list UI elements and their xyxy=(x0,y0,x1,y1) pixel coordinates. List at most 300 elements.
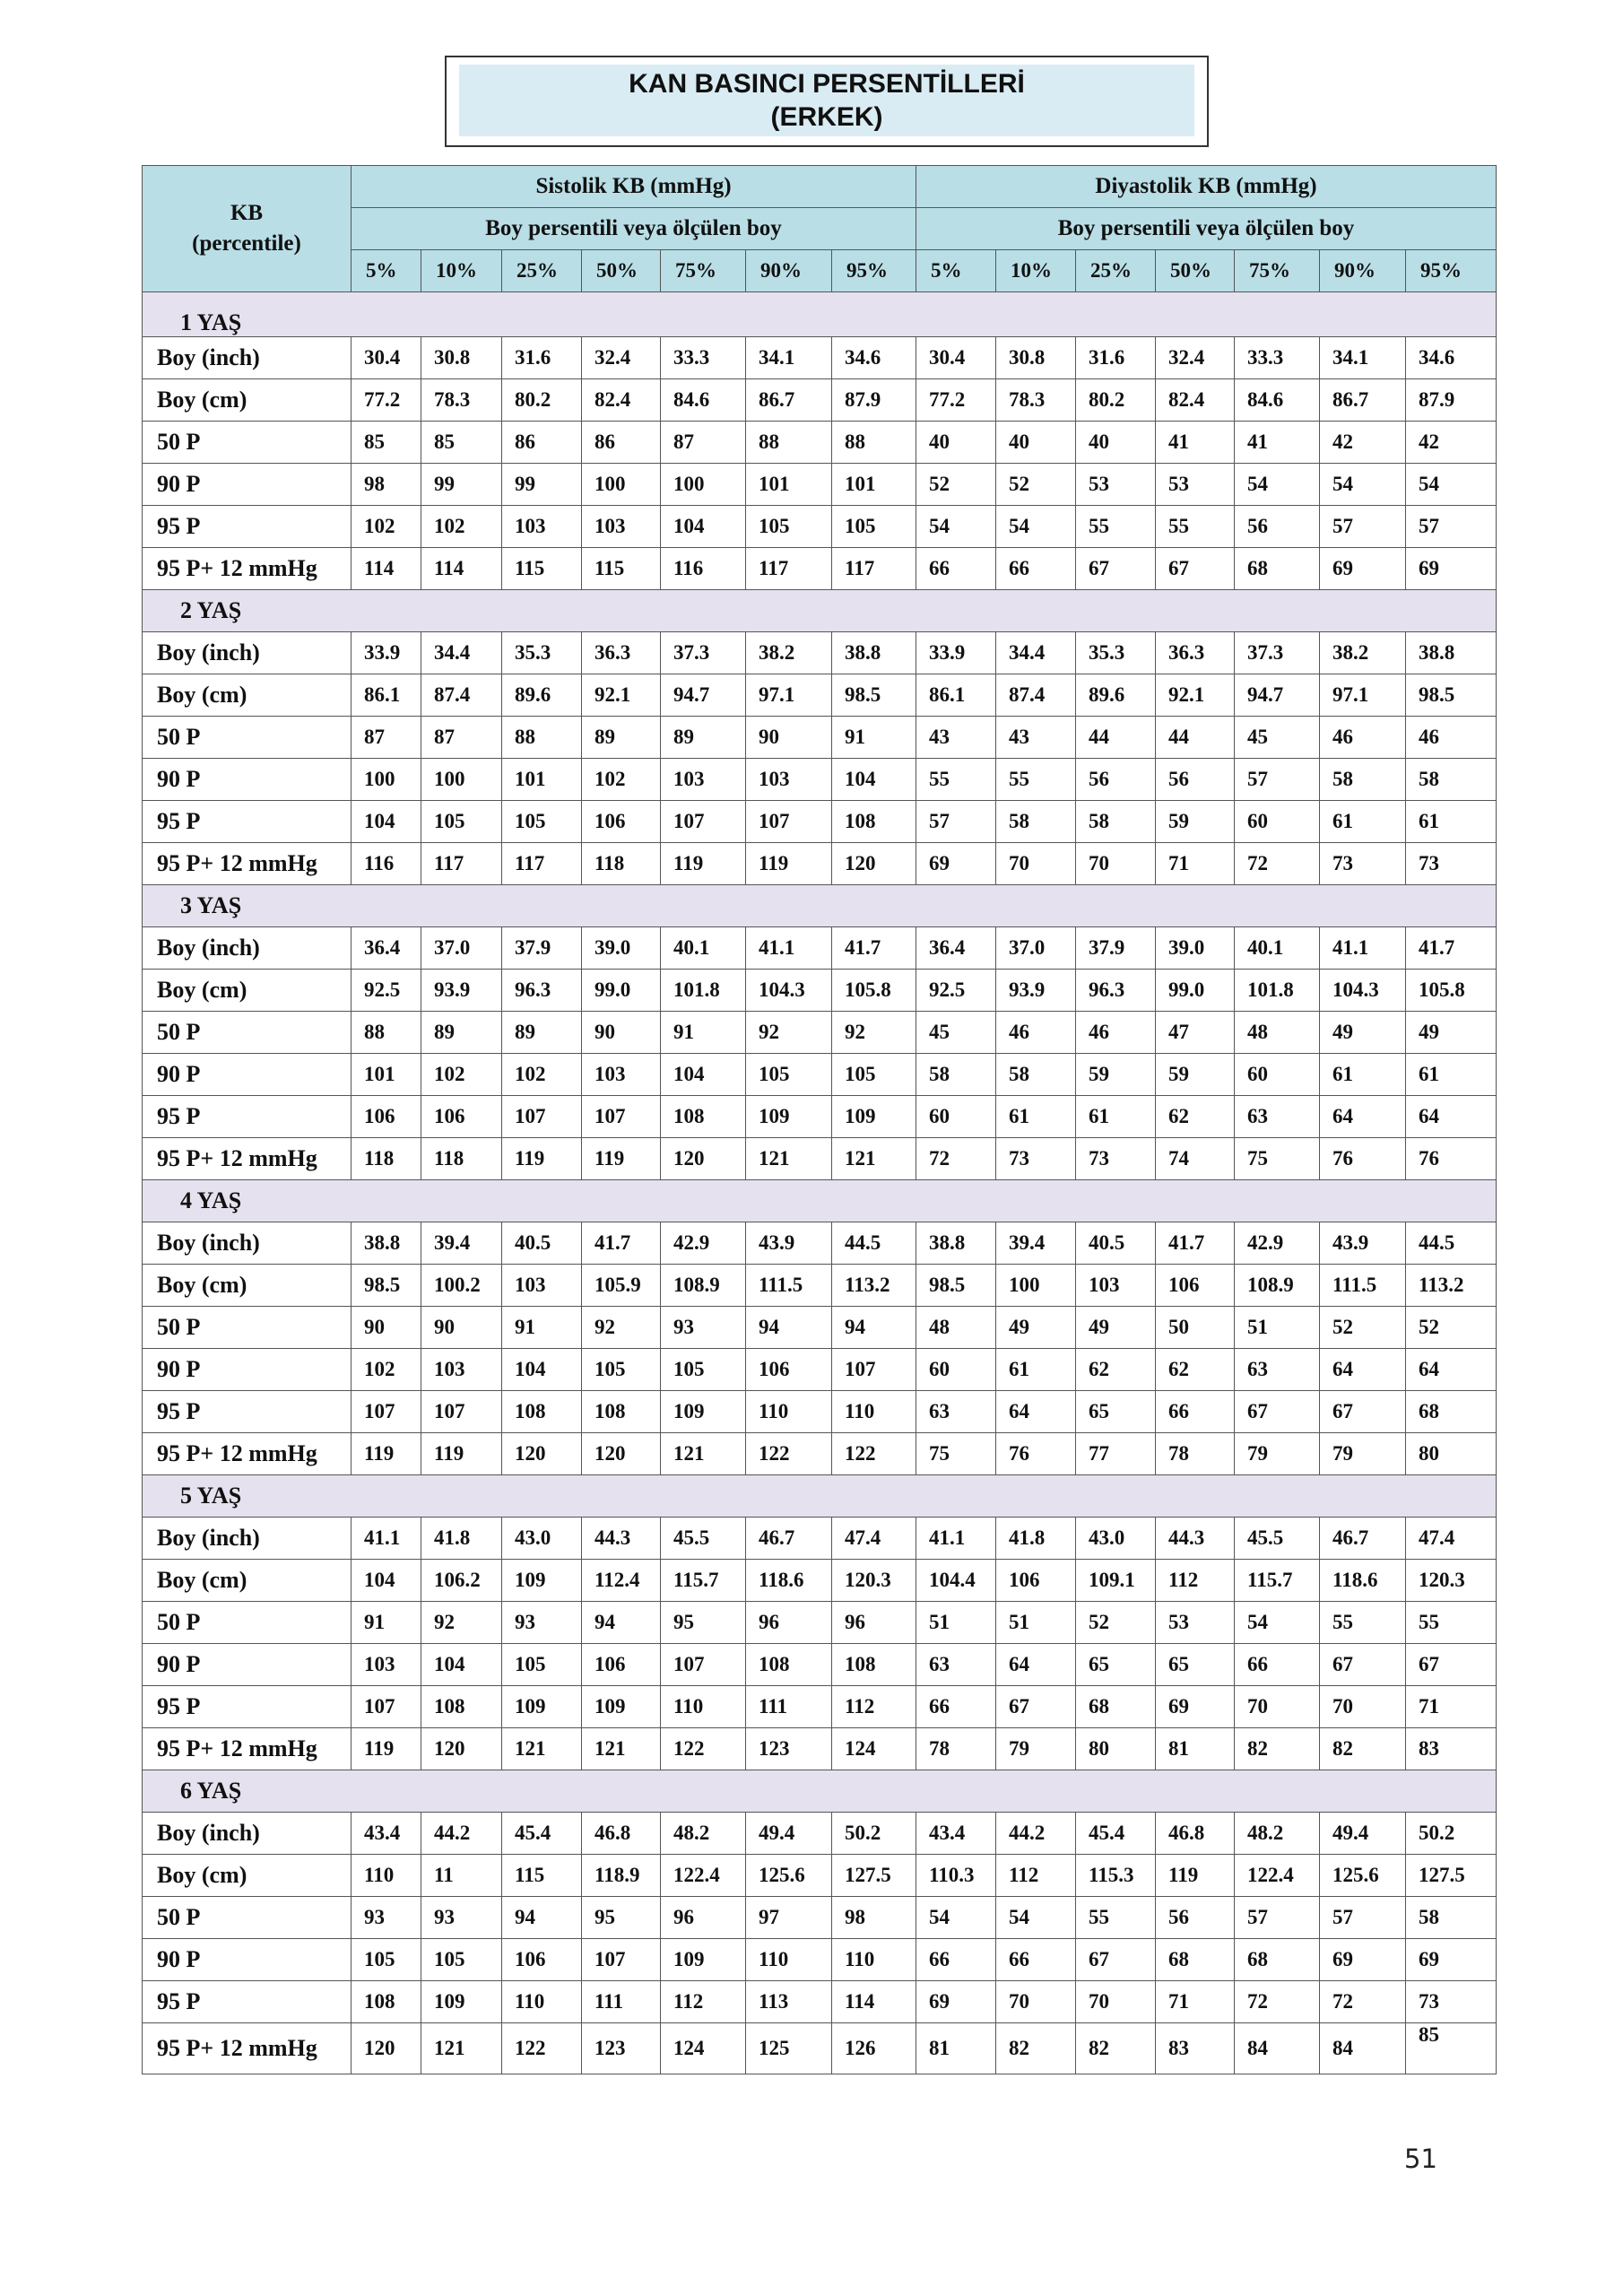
table-row xyxy=(143,379,1497,422)
row-label: Boy (cm) xyxy=(143,970,352,1012)
diastolic-value-cell: 54 xyxy=(996,1897,1076,1939)
systolic-value-cell: 120 xyxy=(832,843,916,885)
row-label: Boy (cm) xyxy=(143,379,352,422)
diastolic-value-cell: 44.5 xyxy=(1406,1222,1497,1265)
systolic-value-cell: 107 xyxy=(421,1391,502,1433)
systolic-value-cell: 102 xyxy=(502,1054,582,1096)
diastolic-value-cell: 61 xyxy=(1076,1096,1156,1138)
diastolic-value-cell: 73 xyxy=(1320,843,1406,885)
systolic-percentile-header: 75% xyxy=(661,250,746,292)
diastolic-value-cell: 41.7 xyxy=(1406,927,1497,970)
diastolic-value-cell: 80 xyxy=(1406,1433,1497,1475)
diastolic-value-cell: 52 xyxy=(1076,1602,1156,1644)
systolic-value-cell: 102 xyxy=(421,1054,502,1096)
systolic-value-cell: 91 xyxy=(661,1012,746,1054)
systolic-value-cell: 89 xyxy=(661,717,746,759)
diastolic-value-cell: 37.3 xyxy=(1235,632,1320,674)
systolic-value-cell: 102 xyxy=(582,759,661,801)
diastolic-value-cell: 110.3 xyxy=(916,1855,996,1897)
systolic-value-cell: 119 xyxy=(582,1138,661,1180)
systolic-value-cell: 120 xyxy=(582,1433,661,1475)
systolic-value-cell: 120 xyxy=(661,1138,746,1180)
diastolic-value-cell: 93.9 xyxy=(996,970,1076,1012)
diastolic-value-cell: 41.1 xyxy=(1320,927,1406,970)
diastolic-value-cell: 70 xyxy=(1076,843,1156,885)
diastolic-value-cell: 68 xyxy=(1406,1391,1497,1433)
diastolic-value-cell: 66 xyxy=(916,1939,996,1981)
systolic-value-cell: 48.2 xyxy=(661,1813,746,1855)
diastolic-value-cell: 62 xyxy=(1156,1096,1235,1138)
diastolic-value-cell: 106 xyxy=(996,1560,1076,1602)
row-label: 50 P xyxy=(143,717,352,759)
diastolic-value-cell: 61 xyxy=(1320,801,1406,843)
diastolic-value-cell: 58 xyxy=(1076,801,1156,843)
systolic-value-cell: 80.2 xyxy=(502,379,582,422)
systolic-value-cell: 88 xyxy=(352,1012,421,1054)
systolic-value-cell: 40.1 xyxy=(661,927,746,970)
age-group-label: 2 YAŞ xyxy=(143,590,1497,632)
systolic-value-cell: 98 xyxy=(352,464,421,506)
systolic-value-cell: 34.1 xyxy=(746,337,832,379)
systolic-value-cell: 119 xyxy=(502,1138,582,1180)
systolic-value-cell: 94 xyxy=(832,1307,916,1349)
diastolic-value-cell: 55 xyxy=(996,759,1076,801)
diastolic-value-cell: 39.4 xyxy=(996,1222,1076,1265)
systolic-value-cell: 43.0 xyxy=(502,1518,582,1560)
systolic-value-cell: 91 xyxy=(832,717,916,759)
diastolic-value-cell: 67 xyxy=(1235,1391,1320,1433)
systolic-value-cell: 100 xyxy=(661,464,746,506)
diastolic-value-cell: 63 xyxy=(916,1644,996,1686)
diastolic-value-cell: 38.8 xyxy=(916,1222,996,1265)
diastolic-value-cell: 72 xyxy=(1235,1981,1320,2023)
systolic-value-cell: 43.9 xyxy=(746,1222,832,1265)
diastolic-percentile-header: 75% xyxy=(1235,250,1320,292)
table-header xyxy=(143,166,1497,292)
diastolic-value-cell: 40.1 xyxy=(1235,927,1320,970)
diastolic-value-cell: 46 xyxy=(1406,717,1497,759)
systolic-value-cell: 107 xyxy=(352,1686,421,1728)
table-row xyxy=(143,1855,1497,1897)
systolic-value-cell: 115 xyxy=(502,1855,582,1897)
diastolic-value-cell: 35.3 xyxy=(1076,632,1156,674)
diastolic-value-cell: 42 xyxy=(1406,422,1497,464)
diastolic-percentile-header: 90% xyxy=(1320,250,1406,292)
diastolic-value-cell: 66 xyxy=(916,548,996,590)
diastolic-value-cell: 70 xyxy=(996,843,1076,885)
row-label: 50 P xyxy=(143,1602,352,1644)
diastolic-value-cell: 41 xyxy=(1156,422,1235,464)
table-row xyxy=(143,1644,1497,1686)
systolic-value-cell: 86 xyxy=(582,422,661,464)
systolic-value-cell: 110 xyxy=(661,1686,746,1728)
diastolic-value-cell: 76 xyxy=(1406,1138,1497,1180)
systolic-value-cell: 127.5 xyxy=(832,1855,916,1897)
diastolic-value-cell: 73 xyxy=(1076,1138,1156,1180)
diastolic-value-cell: 72 xyxy=(916,1138,996,1180)
systolic-value-cell: 39.0 xyxy=(582,927,661,970)
diastolic-value-cell: 63 xyxy=(916,1391,996,1433)
table-row xyxy=(143,759,1497,801)
systolic-value-cell: 104.3 xyxy=(746,970,832,1012)
diastolic-value-cell: 45 xyxy=(916,1012,996,1054)
systolic-value-cell: 108 xyxy=(502,1391,582,1433)
systolic-value-cell: 50.2 xyxy=(832,1813,916,1855)
diastolic-value-cell: 72 xyxy=(1235,843,1320,885)
systolic-value-cell: 88 xyxy=(832,422,916,464)
systolic-value-cell: 118 xyxy=(582,843,661,885)
systolic-value-cell: 107 xyxy=(582,1096,661,1138)
systolic-value-cell: 111 xyxy=(746,1686,832,1728)
table-row xyxy=(143,337,1497,379)
diastolic-value-cell: 31.6 xyxy=(1076,337,1156,379)
systolic-value-cell: 124 xyxy=(661,2023,746,2074)
systolic-value-cell: 100.2 xyxy=(421,1265,502,1307)
diastolic-value-cell: 67 xyxy=(1320,1644,1406,1686)
diastolic-value-cell: 64 xyxy=(1320,1349,1406,1391)
diastolic-value-cell: 63 xyxy=(1235,1096,1320,1138)
diastolic-value-cell: 42.9 xyxy=(1235,1222,1320,1265)
systolic-value-cell: 45.5 xyxy=(661,1518,746,1560)
systolic-value-cell: 122 xyxy=(832,1433,916,1475)
diastolic-value-cell: 113.2 xyxy=(1406,1265,1497,1307)
diastolic-value-cell: 71 xyxy=(1406,1686,1497,1728)
diastolic-value-cell: 66 xyxy=(996,548,1076,590)
row-label: 50 P xyxy=(143,1012,352,1054)
systolic-value-cell: 87 xyxy=(352,717,421,759)
systolic-value-cell: 118 xyxy=(352,1138,421,1180)
systolic-value-cell: 118.9 xyxy=(582,1855,661,1897)
diastolic-value-cell: 57 xyxy=(916,801,996,843)
diastolic-value-cell: 36.3 xyxy=(1156,632,1235,674)
diastolic-value-cell: 67 xyxy=(1156,548,1235,590)
systolic-value-cell: 92 xyxy=(582,1307,661,1349)
systolic-value-cell: 11 xyxy=(421,1855,502,1897)
systolic-value-cell: 44.5 xyxy=(832,1222,916,1265)
systolic-value-cell: 106 xyxy=(502,1939,582,1981)
systolic-percentile-header: 50% xyxy=(582,250,661,292)
diastolic-value-cell: 69 xyxy=(1156,1686,1235,1728)
systolic-value-cell: 101.8 xyxy=(661,970,746,1012)
diastolic-value-cell: 54 xyxy=(916,1897,996,1939)
diastolic-value-cell: 57 xyxy=(1235,759,1320,801)
table-row xyxy=(143,548,1497,590)
diastolic-value-cell: 54 xyxy=(1320,464,1406,506)
table-row xyxy=(143,1939,1497,1981)
systolic-value-cell: 90 xyxy=(421,1307,502,1349)
systolic-value-cell: 121 xyxy=(661,1433,746,1475)
diastolic-value-cell: 122.4 xyxy=(1235,1855,1320,1897)
systolic-value-cell: 97.1 xyxy=(746,674,832,717)
systolic-value-cell: 95 xyxy=(582,1897,661,1939)
row-label: 50 P xyxy=(143,1897,352,1939)
diastolic-value-cell: 75 xyxy=(916,1433,996,1475)
systolic-value-cell: 115.7 xyxy=(661,1560,746,1602)
diastolic-value-cell: 46.7 xyxy=(1320,1518,1406,1560)
systolic-value-cell: 104 xyxy=(352,1560,421,1602)
diastolic-value-cell: 46 xyxy=(1076,1012,1156,1054)
systolic-value-cell: 45.4 xyxy=(502,1813,582,1855)
diastolic-value-cell: 55 xyxy=(1076,1897,1156,1939)
diastolic-value-cell: 30.4 xyxy=(916,337,996,379)
diastolic-value-cell: 46 xyxy=(996,1012,1076,1054)
diastolic-value-cell: 125.6 xyxy=(1320,1855,1406,1897)
diastolic-header: Diyastolik KB (mmHg) xyxy=(916,166,1497,208)
diastolic-value-cell: 115.3 xyxy=(1076,1855,1156,1897)
systolic-value-cell: 113 xyxy=(746,1981,832,2023)
systolic-value-cell: 40.5 xyxy=(502,1222,582,1265)
systolic-value-cell: 123 xyxy=(746,1728,832,1770)
row-label: 95 P xyxy=(143,506,352,548)
systolic-value-cell: 111.5 xyxy=(746,1265,832,1307)
systolic-value-cell: 78.3 xyxy=(421,379,502,422)
systolic-value-cell: 105 xyxy=(746,506,832,548)
systolic-value-cell: 103 xyxy=(582,1054,661,1096)
systolic-value-cell: 110 xyxy=(352,1855,421,1897)
diastolic-value-cell: 94.7 xyxy=(1235,674,1320,717)
diastolic-value-cell: 48 xyxy=(1235,1012,1320,1054)
systolic-value-cell: 82.4 xyxy=(582,379,661,422)
title-line-1: KAN BASINCI PERSENTİLLERİ xyxy=(629,69,1025,99)
systolic-value-cell: 110 xyxy=(746,1391,832,1433)
systolic-value-cell: 115 xyxy=(582,548,661,590)
systolic-value-cell: 107 xyxy=(661,801,746,843)
systolic-value-cell: 106 xyxy=(582,801,661,843)
systolic-value-cell: 98.5 xyxy=(832,674,916,717)
diastolic-value-cell: 115.7 xyxy=(1235,1560,1320,1602)
diastolic-value-cell: 70 xyxy=(996,1981,1076,2023)
systolic-value-cell: 39.4 xyxy=(421,1222,502,1265)
diastolic-value-cell: 37.0 xyxy=(996,927,1076,970)
table-row xyxy=(143,1349,1497,1391)
systolic-value-cell: 107 xyxy=(352,1391,421,1433)
systolic-value-cell: 109 xyxy=(502,1686,582,1728)
systolic-value-cell: 109 xyxy=(746,1096,832,1138)
diastolic-value-cell: 60 xyxy=(1235,1054,1320,1096)
systolic-value-cell: 95 xyxy=(661,1602,746,1644)
diastolic-value-cell: 98.5 xyxy=(1406,674,1497,717)
systolic-value-cell: 124 xyxy=(832,1728,916,1770)
diastolic-value-cell: 55 xyxy=(1320,1602,1406,1644)
systolic-value-cell: 109 xyxy=(502,1560,582,1602)
systolic-value-cell: 108 xyxy=(352,1981,421,2023)
diastolic-value-cell: 33.3 xyxy=(1235,337,1320,379)
diastolic-value-cell: 41.8 xyxy=(996,1518,1076,1560)
systolic-value-cell: 94 xyxy=(746,1307,832,1349)
systolic-value-cell: 32.4 xyxy=(582,337,661,379)
systolic-value-cell: 104 xyxy=(502,1349,582,1391)
diastolic-value-cell: 109.1 xyxy=(1076,1560,1156,1602)
systolic-header: Sistolik KB (mmHg) xyxy=(352,166,916,208)
systolic-value-cell: 106 xyxy=(352,1096,421,1138)
diastolic-value-cell: 49 xyxy=(1406,1012,1497,1054)
diastolic-value-cell: 62 xyxy=(1076,1349,1156,1391)
systolic-value-cell: 121 xyxy=(746,1138,832,1180)
diastolic-value-cell: 80.2 xyxy=(1076,379,1156,422)
systolic-value-cell: 109 xyxy=(661,1391,746,1433)
systolic-value-cell: 88 xyxy=(746,422,832,464)
systolic-value-cell: 105 xyxy=(352,1939,421,1981)
diastolic-value-cell: 112 xyxy=(1156,1560,1235,1602)
systolic-value-cell: 35.3 xyxy=(502,632,582,674)
diastolic-value-cell: 57 xyxy=(1320,1897,1406,1939)
systolic-value-cell: 114 xyxy=(352,548,421,590)
row-label: 95 P+ 12 mmHg xyxy=(143,2023,352,2074)
age-group-label: 3 YAŞ xyxy=(143,885,1497,927)
diastolic-value-cell: 82 xyxy=(996,2023,1076,2074)
systolic-value-cell: 120 xyxy=(502,1433,582,1475)
diastolic-percentile-header: 50% xyxy=(1156,250,1235,292)
diastolic-value-cell: 44 xyxy=(1076,717,1156,759)
systolic-value-cell: 97 xyxy=(746,1897,832,1939)
kb-header-line-2: (percentile) xyxy=(192,231,301,256)
diastolic-value-cell: 50 xyxy=(1156,1307,1235,1349)
systolic-value-cell: 105 xyxy=(421,801,502,843)
row-label: 95 P+ 12 mmHg xyxy=(143,1433,352,1475)
row-label: 95 P xyxy=(143,1096,352,1138)
systolic-value-cell: 107 xyxy=(502,1096,582,1138)
systolic-value-cell: 44.3 xyxy=(582,1518,661,1560)
diastolic-value-cell: 73 xyxy=(996,1138,1076,1180)
systolic-value-cell: 118 xyxy=(421,1138,502,1180)
diastolic-value-cell: 45.4 xyxy=(1076,1813,1156,1855)
systolic-value-cell: 120.3 xyxy=(832,1560,916,1602)
diastolic-value-cell: 67 xyxy=(1320,1391,1406,1433)
age-group-row xyxy=(143,590,1497,632)
systolic-value-cell: 105 xyxy=(502,801,582,843)
systolic-value-cell: 123 xyxy=(582,2023,661,2074)
systolic-value-cell: 47.4 xyxy=(832,1518,916,1560)
systolic-value-cell: 120 xyxy=(421,1728,502,1770)
systolic-value-cell: 114 xyxy=(832,1981,916,2023)
systolic-value-cell: 119 xyxy=(661,843,746,885)
diastolic-value-cell: 61 xyxy=(996,1349,1076,1391)
table-row xyxy=(143,717,1497,759)
diastolic-value-cell: 47 xyxy=(1156,1012,1235,1054)
diastolic-value-cell: 106 xyxy=(1156,1265,1235,1307)
systolic-value-cell: 100 xyxy=(582,464,661,506)
diastolic-value-cell: 83 xyxy=(1406,1728,1497,1770)
diastolic-value-cell: 86.1 xyxy=(916,674,996,717)
diastolic-value-cell: 58 xyxy=(996,801,1076,843)
diastolic-value-cell: 65 xyxy=(1156,1644,1235,1686)
table-row xyxy=(143,1560,1497,1602)
systolic-value-cell: 126 xyxy=(832,2023,916,2074)
systolic-value-cell: 96.3 xyxy=(502,970,582,1012)
diastolic-value-cell: 84.6 xyxy=(1235,379,1320,422)
diastolic-value-cell: 105.8 xyxy=(1406,970,1497,1012)
systolic-value-cell: 34.4 xyxy=(421,632,502,674)
systolic-value-cell: 86.7 xyxy=(746,379,832,422)
diastolic-value-cell: 79 xyxy=(1235,1433,1320,1475)
systolic-value-cell: 91 xyxy=(352,1602,421,1644)
table-row xyxy=(143,1391,1497,1433)
diastolic-value-cell: 53 xyxy=(1156,1602,1235,1644)
systolic-value-cell: 102 xyxy=(421,506,502,548)
diastolic-value-cell: 92.1 xyxy=(1156,674,1235,717)
systolic-value-cell: 110 xyxy=(746,1939,832,1981)
diastolic-value-cell: 53 xyxy=(1156,464,1235,506)
diastolic-value-cell: 73 xyxy=(1406,843,1497,885)
systolic-value-cell: 119 xyxy=(421,1433,502,1475)
diastolic-value-cell: 59 xyxy=(1076,1054,1156,1096)
diastolic-value-cell: 82 xyxy=(1076,2023,1156,2074)
systolic-value-cell: 89 xyxy=(502,1012,582,1054)
systolic-value-cell: 119 xyxy=(352,1433,421,1475)
systolic-value-cell: 41.1 xyxy=(746,927,832,970)
diastolic-value-cell: 70 xyxy=(1076,1981,1156,2023)
systolic-value-cell: 110 xyxy=(832,1391,916,1433)
row-label: 95 P+ 12 mmHg xyxy=(143,1728,352,1770)
table-row xyxy=(143,506,1497,548)
systolic-value-cell: 105 xyxy=(746,1054,832,1096)
diastolic-value-cell: 43.4 xyxy=(916,1813,996,1855)
systolic-value-cell: 93.9 xyxy=(421,970,502,1012)
diastolic-value-cell: 104.3 xyxy=(1320,970,1406,1012)
systolic-value-cell: 36.3 xyxy=(582,632,661,674)
table-row xyxy=(143,1897,1497,1939)
systolic-value-cell: 104 xyxy=(661,506,746,548)
systolic-value-cell: 109 xyxy=(582,1686,661,1728)
diastolic-value-cell: 34.1 xyxy=(1320,337,1406,379)
systolic-value-cell: 88 xyxy=(502,717,582,759)
diastolic-value-cell: 36.4 xyxy=(916,927,996,970)
diastolic-value-cell: 70 xyxy=(1320,1686,1406,1728)
systolic-value-cell: 38.8 xyxy=(352,1222,421,1265)
diastolic-value-cell: 51 xyxy=(916,1602,996,1644)
diastolic-value-cell: 40.5 xyxy=(1076,1222,1156,1265)
row-label: 90 P xyxy=(143,1939,352,1981)
systolic-value-cell: 103 xyxy=(746,759,832,801)
systolic-value-cell: 46.7 xyxy=(746,1518,832,1560)
diastolic-value-cell: 127.5 xyxy=(1406,1855,1497,1897)
systolic-value-cell: 105 xyxy=(661,1349,746,1391)
systolic-value-cell: 111 xyxy=(582,1981,661,2023)
diastolic-value-cell: 68 xyxy=(1076,1686,1156,1728)
table-row xyxy=(143,1054,1497,1096)
systolic-value-cell: 119 xyxy=(352,1728,421,1770)
diastolic-value-cell: 72 xyxy=(1320,1981,1406,2023)
diastolic-value-cell: 77 xyxy=(1076,1433,1156,1475)
age-group-spacer-cell xyxy=(143,292,1497,310)
diastolic-percentile-header: 25% xyxy=(1076,250,1156,292)
diastolic-value-cell: 82.4 xyxy=(1156,379,1235,422)
diastolic-value-cell: 99.0 xyxy=(1156,970,1235,1012)
diastolic-value-cell: 45 xyxy=(1235,717,1320,759)
systolic-value-cell: 105 xyxy=(832,506,916,548)
systolic-value-cell: 44.2 xyxy=(421,1813,502,1855)
diastolic-value-cell: 68 xyxy=(1235,1939,1320,1981)
age-group-row xyxy=(143,1180,1497,1222)
systolic-value-cell: 105 xyxy=(832,1054,916,1096)
diastolic-value-cell: 51 xyxy=(1235,1307,1320,1349)
systolic-value-cell: 121 xyxy=(832,1138,916,1180)
systolic-value-cell: 101 xyxy=(502,759,582,801)
diastolic-value-cell: 32.4 xyxy=(1156,337,1235,379)
diastolic-value-cell: 38.8 xyxy=(1406,632,1497,674)
systolic-value-cell: 33.3 xyxy=(661,337,746,379)
table-row xyxy=(143,927,1497,970)
systolic-value-cell: 98 xyxy=(832,1897,916,1939)
systolic-value-cell: 104 xyxy=(661,1054,746,1096)
diastolic-value-cell: 54 xyxy=(996,506,1076,548)
diastolic-value-cell: 67 xyxy=(1076,1939,1156,1981)
systolic-value-cell: 104 xyxy=(421,1644,502,1686)
diastolic-value-cell: 66 xyxy=(1235,1644,1320,1686)
diastolic-value-cell: 119 xyxy=(1156,1855,1235,1897)
diastolic-value-cell: 43.0 xyxy=(1076,1518,1156,1560)
systolic-value-cell: 87.4 xyxy=(421,674,502,717)
